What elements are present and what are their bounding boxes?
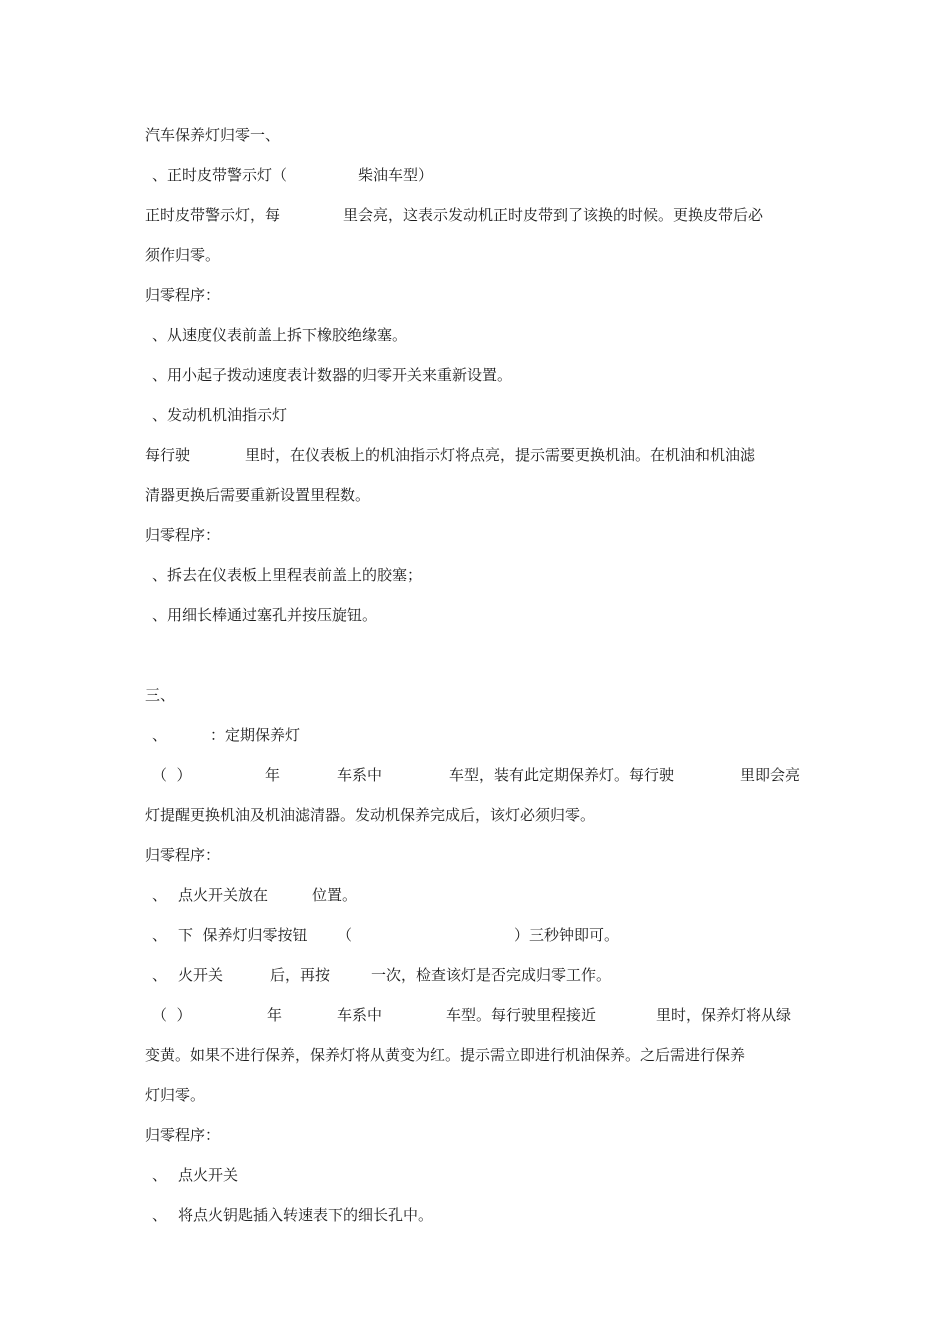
step-text: 、用细长棒通过塞孔并按压旋钮。 — [152, 606, 378, 624]
step-text: 下 保养灯归零按钮 — [178, 926, 308, 944]
item2-step2 — [0, 605, 378, 625]
model1-mileage: 里即会亮 — [740, 766, 801, 784]
model2-desc-text: 变黄。如果不进行保养，保养灯将从黄变为红。提示需立即进行机油保养。之后需进行保养 — [145, 1046, 746, 1064]
model2-desc-line3 — [0, 1085, 206, 1105]
model2-mileage: 里时，保养灯将从绿 — [656, 1006, 792, 1024]
model1-year: 年 — [265, 766, 281, 784]
step-text: 点火开关 — [178, 1166, 239, 1184]
model1-model: 车型，装有此定期保养灯。每行驶 — [449, 766, 675, 784]
reset-procedure-label — [0, 1125, 221, 1145]
item2-desc-line2 — [0, 485, 371, 505]
step-text: 点火开关放在 — [178, 886, 269, 904]
model2-desc-line1 — [0, 1005, 792, 1025]
step-mark: 、 — [152, 966, 168, 984]
section3-subheading — [0, 725, 301, 745]
model1-desc-text: 灯提醒更换机油及机油滤清器。发动机保养完成后，该灯必须归零。 — [145, 806, 596, 824]
item2-desc-text-b: 里时，在仪表板上的机油指示灯将点亮，提示需要更换机油。在机油和机油滤 — [245, 446, 756, 464]
model2-desc-text: 灯归零。 — [145, 1086, 206, 1104]
item1-heading — [0, 165, 434, 185]
step-text: 、从速度仪表前盖上拆下橡胶绝缘塞。 — [152, 326, 408, 344]
item1-desc-line2 — [0, 245, 221, 265]
model1-paren: （ ） — [152, 766, 192, 784]
item2-step1 — [0, 565, 423, 585]
model2-desc-line2 — [0, 1045, 746, 1065]
model1-desc-line1 — [0, 765, 801, 785]
reset-procedure-label — [0, 285, 221, 305]
item2-heading-text: 、发动机机油指示灯 — [152, 406, 288, 424]
model2-series: 车系中 — [337, 1006, 383, 1024]
model2-year: 年 — [267, 1006, 283, 1024]
step-mark: 、 — [152, 1166, 168, 1184]
step-mark: 、 — [152, 926, 168, 944]
step-text: 将点火钥匙插入转速表下的细长孔中。 — [178, 1206, 434, 1224]
model1-desc-line2 — [0, 805, 596, 825]
step-text: 火开关 — [178, 966, 224, 984]
item2-desc-line1 — [0, 445, 756, 465]
model1-step2 — [0, 925, 620, 945]
model2-step2 — [0, 1205, 434, 1225]
step-text: 、用小起子拨动速度表计数器的归零开关来重新设置。 — [152, 366, 513, 384]
reset-label-text: 归零程序： — [145, 846, 221, 864]
model2-paren: （ ） — [152, 1006, 192, 1024]
reset-label-text: 归零程序： — [145, 286, 221, 304]
step-text: 后，再按 — [270, 966, 331, 984]
section3-heading-text: 三、 — [145, 686, 176, 704]
reset-label-text: 归零程序： — [145, 1126, 221, 1144]
item1-heading-model: 柴油车型） — [358, 166, 434, 184]
title-text: 汽车保养灯归零一、 — [145, 126, 281, 144]
step-text: 位置。 — [312, 886, 358, 904]
item1-heading-text: 、正时皮带警示灯（ — [152, 166, 288, 184]
item1-desc-text-a: 正时皮带警示灯，每 — [145, 206, 281, 224]
model2-model: 车型。每行驶里程接近 — [446, 1006, 597, 1024]
section3-heading — [0, 685, 176, 705]
item1-desc-text-c: 须作归零。 — [145, 246, 221, 264]
model1-step3 — [0, 965, 612, 985]
step-text: ）三秒钟即可。 — [514, 926, 620, 944]
model1-series: 车系中 — [337, 766, 383, 784]
step-text: 一次，检查该灯是否完成归零工作。 — [371, 966, 612, 984]
model1-step1 — [0, 885, 358, 905]
item2-heading — [0, 405, 288, 425]
subheading-mark: 、 — [152, 726, 168, 744]
step-mark: 、 — [152, 1206, 168, 1224]
reset-procedure-label — [0, 525, 221, 545]
subheading-text: ：定期保养灯 — [210, 726, 301, 744]
step-text: 、拆去在仪表板上里程表前盖上的胶塞； — [152, 566, 423, 584]
reset-label-text: 归零程序： — [145, 526, 221, 544]
reset-procedure-label — [0, 845, 221, 865]
item1-desc-line1 — [0, 205, 764, 225]
item1-step1 — [0, 325, 408, 345]
item1-step2 — [0, 365, 513, 385]
document-title — [0, 125, 281, 145]
step-mark: 、 — [152, 886, 168, 904]
item2-desc-text-a: 每行驶 — [145, 446, 191, 464]
item2-desc-text-c: 清器更换后需要重新设置里程数。 — [145, 486, 371, 504]
item1-desc-text-b: 里会亮，这表示发动机正时皮带到了该换的时候。更换皮带后必 — [343, 206, 764, 224]
step-text: （ — [337, 926, 353, 944]
model2-step1 — [0, 1165, 239, 1185]
